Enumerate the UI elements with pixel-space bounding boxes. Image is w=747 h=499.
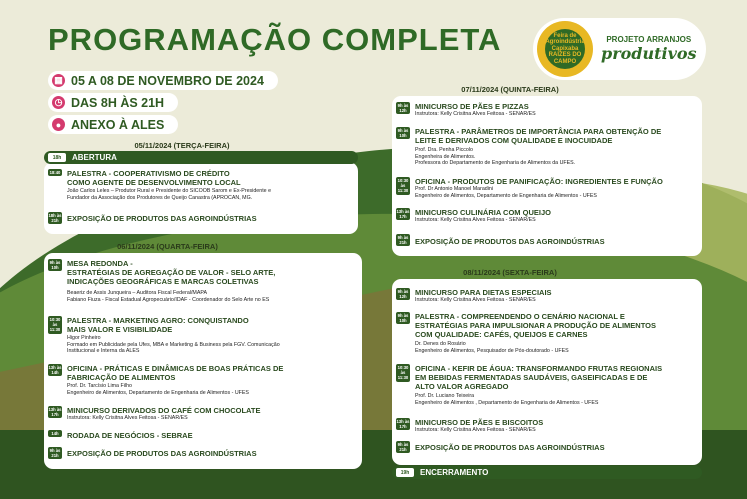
event-detail: Instrutora: Kelly Crisitna Alves Feitosa - SENAR/ES (415, 297, 536, 303)
event-time: 9h às 10h (49, 260, 61, 271)
schedule-event (48, 212, 354, 230)
event-time: 10:30 às 11:30 (397, 178, 409, 194)
day-label: 07/11/2024 (QUINTA-FEIRA) (461, 85, 559, 94)
hours-pill (48, 93, 178, 112)
event-detail: Instrutora: Kelly Crisitna Alves Feitosa - SENAR/ES (415, 111, 536, 117)
event-detail: Instrutora: Kelly Crisitna Alves Feitosa - SENAR/ES (67, 415, 188, 421)
brand-line1: PROJETO ARRANJOS (606, 35, 692, 44)
day-label: 05/11/2024 (TERÇA-FEIRA) (134, 141, 230, 150)
event-title: EXPOSIÇÃO DE PRODUTOS DAS AGROINDÚSTRIAS (67, 449, 257, 458)
day-label: 06/11/2024 (QUARTA-FEIRA) (117, 242, 218, 251)
event-title: ENCERRAMENTO (420, 468, 489, 477)
event-detail: Prof. Dr. Tarcísio Lima Filho Engenheiro de Alimentos, Departamento de Engenharia de Alimentos - UFES (67, 383, 249, 396)
seal-text: Feira de Agroindústria Capixaba RAÍZES DO CAMPO (545, 29, 585, 69)
event-title: MINICURSO PARA DIETAS ESPECIAIS (415, 288, 552, 297)
brand-wordmark (601, 35, 697, 63)
event-time: 14h (48, 430, 62, 437)
event-detail: Higor Pinheiro Formado em Publicidade pela Ufes, MBA e Marketing & Business pela FGV. Comunicação Institucional e Interna da ALES (67, 335, 280, 355)
event-detail: Prof. Dr Antonio Manoel Maradini Engenheiro de Alimentos, Departamento de Engenharia de Alimentos - UFES (415, 186, 597, 199)
closing-banner (392, 466, 702, 479)
event-title: MESA REDONDA - ESTRATÉGIAS DE AGREGAÇÃO DE VALOR - SELO ARTE, INDICAÇÕES GEOGRÁFICAS E MARCAS COLETIVAS (67, 259, 276, 286)
opening-banner (44, 151, 358, 164)
seal-logo (537, 21, 593, 77)
brand-line2: produtivos (601, 44, 697, 63)
event-title: EXPOSIÇÃO DE PRODUTOS DAS AGROINDÚSTRIAS (415, 237, 605, 246)
event-time: 10:30 às 11:30 (397, 365, 409, 381)
event-time: 18h às 21h (48, 213, 62, 224)
event-title: OFICINA - PRÁTICAS E DINÂMICAS DE BOAS PRÁTICAS DE FABRICAÇÃO DE ALIMENTOS (67, 364, 284, 382)
event-title: MINICURSO CULINÁRIA COM QUEIJO (415, 208, 551, 217)
event-time: 13h às 17h (396, 419, 410, 430)
event-time: 9h às 21h (397, 235, 409, 246)
date-pill (48, 71, 278, 90)
event-title: PALESTRA - MARKETING AGRO: CONQUISTANDO MAIS VALOR E VISIBILIDADE (67, 316, 249, 334)
hours-text: DAS 8H ÀS 21H (71, 95, 165, 110)
event-time: 9h às 21h (397, 442, 409, 453)
location-icon: ● (52, 118, 65, 131)
event-time: 18:40 (49, 170, 61, 175)
event-detail: Beaeriz de Assis Junqueira – Auditora Fiscal Federal/MAPA Fabiano Fiuza - Fiscal Estadual Agropecuário/IDAF - Coordenador do Selo Arte no ES (67, 290, 270, 303)
event-title: PALESTRA - COOPERATIVISMO DE CRÉDITO COMO AGENTE DE DESENVOLVIMENTO LOCAL (67, 169, 241, 187)
location-pill (48, 115, 178, 134)
event-time: 9h às 12h (397, 103, 409, 114)
event-detail: Prof. Dr. Luciano Teixeira Engenheiro de Alimentos , Departamento de Engenharia de Alimentos - UFES (415, 393, 599, 406)
event-time: 18h (48, 153, 66, 162)
event-title: OFICINA - KEFIR DE ÁGUA: TRANSFORMANDO FRUTAS REGIONAIS EM BEBIDAS FERMENTADAS SAUDÁVEIS, GASEIFICADAS E DE ALTO VALOR AGREGADO (415, 364, 663, 391)
event-time: 9h às 10h (397, 313, 409, 324)
day-card (392, 96, 702, 256)
date-text: 05 A 08 DE NOVEMBRO DE 2024 (71, 73, 264, 88)
event-detail: João Carlos Leles – Produtor Rural e Presidente do SICOOB Sarom e Ex-Presidente e Fundador da Associação dos Produtores de Queijo Canastra (APROCAN, MG. (67, 188, 272, 201)
event-title: PALESTRA - PARÂMETROS DE IMPORTÂNCIA PARA OBTENÇÃO DE LEITE E DERIVADOS COM QUALIDADE E INOCUIDADE (415, 127, 662, 145)
event-time: 9h às 21h (49, 448, 61, 459)
event-title: OFICINA - PRODUTOS DE PANIFICAÇÃO: INGREDIENTES E FUNÇÃO (415, 177, 663, 186)
event-time: 9h às 10h (397, 128, 409, 139)
event-detail: Prof. Dra. Penha Piccolo Engenheira de Alimentos. Professora do Departamento de Engenharia de Alimentos da UFES. (415, 147, 576, 167)
event-title: ABERTURA (72, 153, 117, 162)
event-time: 19h (396, 468, 414, 477)
event-title: EXPOSIÇÃO DE PRODUTOS DAS AGROINDÚSTRIAS (67, 214, 257, 223)
project-logo (533, 18, 706, 80)
event-time: 13h às 17h (396, 209, 410, 220)
event-detail: Instrutora: Kelly Crisitna Alves Feitosa - SENAR/ES (415, 217, 536, 223)
day-label: 08/11/2024 (SEXTA-FEIRA) (463, 268, 557, 277)
event-time: 9h às 12h (397, 289, 409, 300)
event-title: EXPOSIÇÃO DE PRODUTOS DAS AGROINDÚSTRIAS (415, 443, 605, 452)
event-title: RODADA DE NEGÓCIOS - SEBRAE (67, 431, 193, 440)
event-time: 13h às 14h (48, 365, 62, 376)
event-detail: Instrutora: Kelly Crisitna Alves Feitosa - SENAR/ES (415, 427, 536, 433)
event-title: PALESTRA - COMPREENDENDO O CENÁRIO NACIONAL E ESTRATÉGIAS PARA IMPULSIONAR A PRODUÇÃO DE ALIMENTOS COM QUALIDADE: CAFÉS, QUEIJOS E CARNES (415, 312, 656, 339)
event-title: MINICURSO DE PÃES E BISCOITOS (415, 418, 544, 427)
event-detail: Dr. Denes do Rosário Engenheiro de Alimentos, Pesquisador de Pós-doutorado - UFES (415, 341, 569, 354)
event-title: MINICURSO DE PÃES E PIZZAS (415, 102, 529, 111)
schedule-event (48, 169, 354, 205)
location-text: ANEXO À ALES (71, 117, 165, 132)
event-time: 13h às 17h (48, 407, 62, 418)
event-title: MINICURSO DERIVADOS DO CAFÉ COM CHOCOLATE (67, 406, 261, 415)
page-title: PROGRAMAÇÃO COMPLETA (48, 22, 502, 57)
event-time: 10:30 às 11:30 (49, 317, 61, 333)
calendar-icon: ▦ (52, 74, 65, 87)
clock-icon: ◷ (52, 96, 65, 109)
